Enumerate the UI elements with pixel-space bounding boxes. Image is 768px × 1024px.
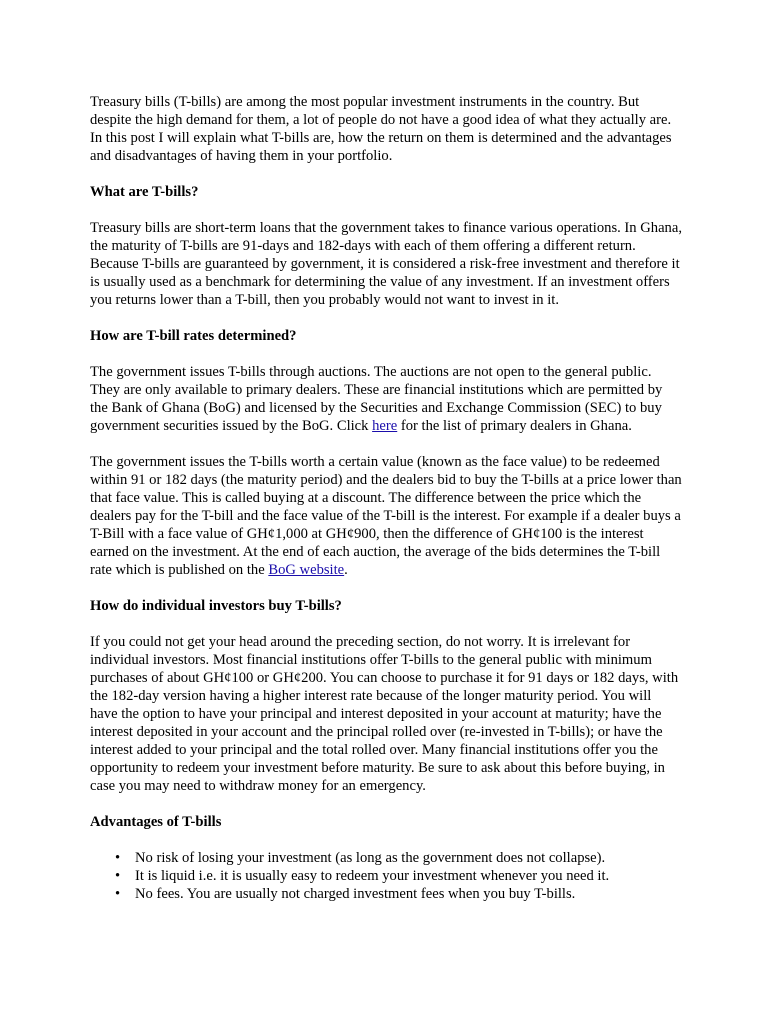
list-item xyxy=(90,867,682,885)
intro-paragraph: Treasury bills (T-bills) are among the most popular investment instruments in the country. But despite the high demand for them, a lot of people do not have a good idea of what they actually are. In this post I will explain what T-bills are, how the return on them is determined and the advantages and disadvantages of having them in your portfolio. xyxy=(90,94,672,164)
bog-website-link[interactable]: BoG website xyxy=(268,562,345,578)
face-value-paragraph xyxy=(90,453,682,579)
what-are-tbills-paragraph: Treasury bills are short-term loans that the government takes to finance various operations. In Ghana, the maturity of T-bills are 91-days and 182-days with each of them offering a different return. Because T-bills are guaranteed by government, it is considered a risk-free investment and therefore it is usually used as a benchmark for determining the value of any investment. If an investment offers you returns lower than a T-bill, then you probably would not want to invest in it. xyxy=(90,220,682,308)
face-value-text: The government issues the T-bills worth a certain value (known as the face value) to be redeemed within 91 or 182 days (the maturity period) and the dealers bid to buy the T-bills at a price lower than that face value. This is called buying at a discount. The difference between the price which the dealers pay for the T-bill and the face value of the T-bill is the interest. For example if a dealer buys a T-Bill with a face value of GH¢1,000 at GH¢900, then the difference of GH¢100 is the interest earned on the investment. At the end of each auction, the average of the bids determines the T-bill rate which is published on the xyxy=(90,454,682,578)
heading-rates-determined: How are T-bill rates determined? xyxy=(90,328,297,344)
advantages-list xyxy=(90,849,682,903)
face-value-text-end: . xyxy=(344,562,348,578)
bullet-icon: • xyxy=(115,850,121,866)
list-item xyxy=(90,849,682,867)
bullet-icon: • xyxy=(115,868,121,884)
bullet-icon: • xyxy=(115,886,121,902)
auctions-paragraph xyxy=(90,363,682,435)
list-item-text: No risk of losing your investment (as long as the government does not collapse). xyxy=(135,850,606,866)
heading-advantages: Advantages of T-bills xyxy=(90,814,222,830)
list-item xyxy=(90,885,682,903)
individual-investors-paragraph: If you could not get your head around the preceding section, do not worry. It is irrelevant for individual investors. Most financial institutions offer T-bills to the general public with minimum purchases of about GH¢100 or GH¢200. You can choose to purchase it for 91 days or 182 days, with the 182-day version having a higher interest rate because of the longer maturity period. You will have the option to have your principal and interest deposited in your account at maturity; have the interest deposited in your account and the principal rolled over (re-invested in T-bills); or have the interest added to your principal and the total rolled over. Many financial institutions offer you the opportunity to redeem your investment before maturity. Be sure to ask about this before buying, in case you may need to withdraw money for an emergency. xyxy=(90,634,679,794)
primary-dealers-link[interactable]: here xyxy=(372,418,398,434)
list-item-text: No fees. You are usually not charged investment fees when you buy T-bills. xyxy=(135,886,576,902)
heading-what-are-tbills: What are T-bills? xyxy=(90,184,199,200)
document-page xyxy=(90,93,682,903)
heading-individual-investors: How do individual investors buy T-bills? xyxy=(90,598,342,614)
auctions-text: The government issues T-bills through auctions. The auctions are not open to the general public. They are only available to primary dealers. These are financial institutions which are permitted by the Bank of Ghana (BoG) and licensed by the Securities and Exchange Commission (SEC) to buy government securities issued by the BoG. Click xyxy=(90,364,663,434)
auctions-text-end: for the list of primary dealers in Ghana. xyxy=(397,418,632,434)
list-item-text: It is liquid i.e. it is usually easy to redeem your investment whenever you need it. xyxy=(135,868,610,884)
